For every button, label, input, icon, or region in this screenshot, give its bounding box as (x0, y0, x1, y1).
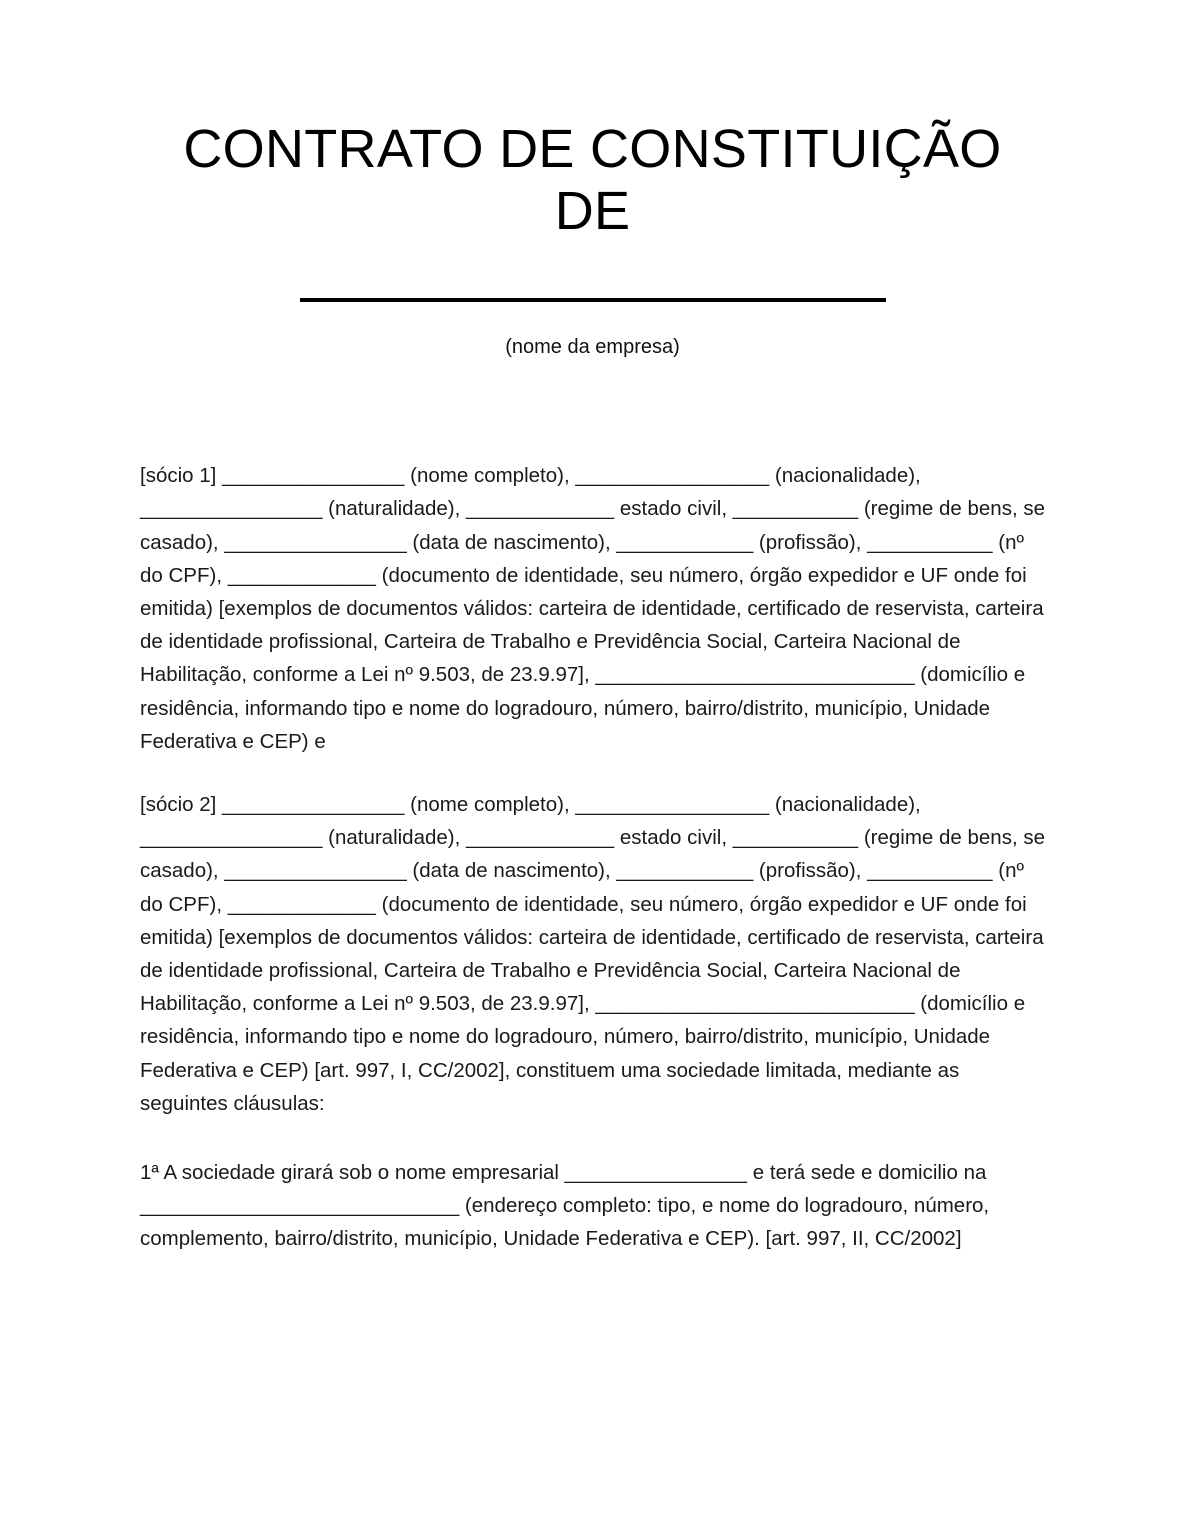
company-name-blank-wrap (140, 298, 1045, 302)
paragraph-clausula-1: 1ª A sociedade girará sob o nome empresarial ________________ e terá sede e domicilio na ____________________________ (endereço completo: tipo, e nome do logradouro, número, complemento, bairro/distrito, município, Unidade Federativa e CEP). [art. 997, II, CC/2002] (140, 1161, 995, 1251)
document-content (140, 0, 1051, 1282)
page-subtitle: (nome da empresa) (505, 336, 680, 359)
paragraph-socio-2: [sócio 2] ________________ (nome completo), _________________ (nacionalidade), ________________ (naturalidade), _____________ estado civil, ___________ (regime de bens, se casado), ________________ (data de nascimento), ____________ (profissão), ___________ (nº do CPF), _____________ (documento de identidade, seu número, órgão expedidor e UF onde foi emitida) [exemplos de documentos válidos: carteira de identidade, certificado de reservista, carteira de identidade profissional, Carteira de Trabalho e Previdência Social, Carteira Nacional de Habilitação, conforme a Lei nº 9.503, de 23.9.97], ____________________________ (domicílio e residência, informando tipo e nome do logradouro, número, bairro/distrito, município, Unidade Federativa e CEP) [art. 997, I, CC/2002], constituem uma sociedade limitada, mediante as seguintes cláusulas: (140, 793, 1051, 1115)
contract-body (140, 459, 1051, 1255)
company-name-blank-line (300, 298, 886, 302)
paragraph-socio-1: [sócio 1] ________________ (nome completo), _________________ (nacionalidade), ________________ (naturalidade), _____________ estado civil, ___________ (regime de bens, se casado), ________________ (data de nascimento), ____________ (profissão), ___________ (nº do CPF), _____________ (documento de identidade, seu número, órgão expedidor e UF onde foi emitida) [exemplos de documentos válidos: carteira de identidade, certificado de reservista, carteira de identidade profissional, Carteira de Trabalho e Previdência Social, Carteira Nacional de Habilitação, conforme a Lei nº 9.503, de 23.9.97], ____________________________ (domicílio e residência, informando tipo e nome do logradouro, número, bairro/distrito, município, Unidade Federativa e CEP) e (140, 464, 1051, 753)
page-title: CONTRATO DE CONSTITUIÇÃO DE (183, 119, 1002, 242)
